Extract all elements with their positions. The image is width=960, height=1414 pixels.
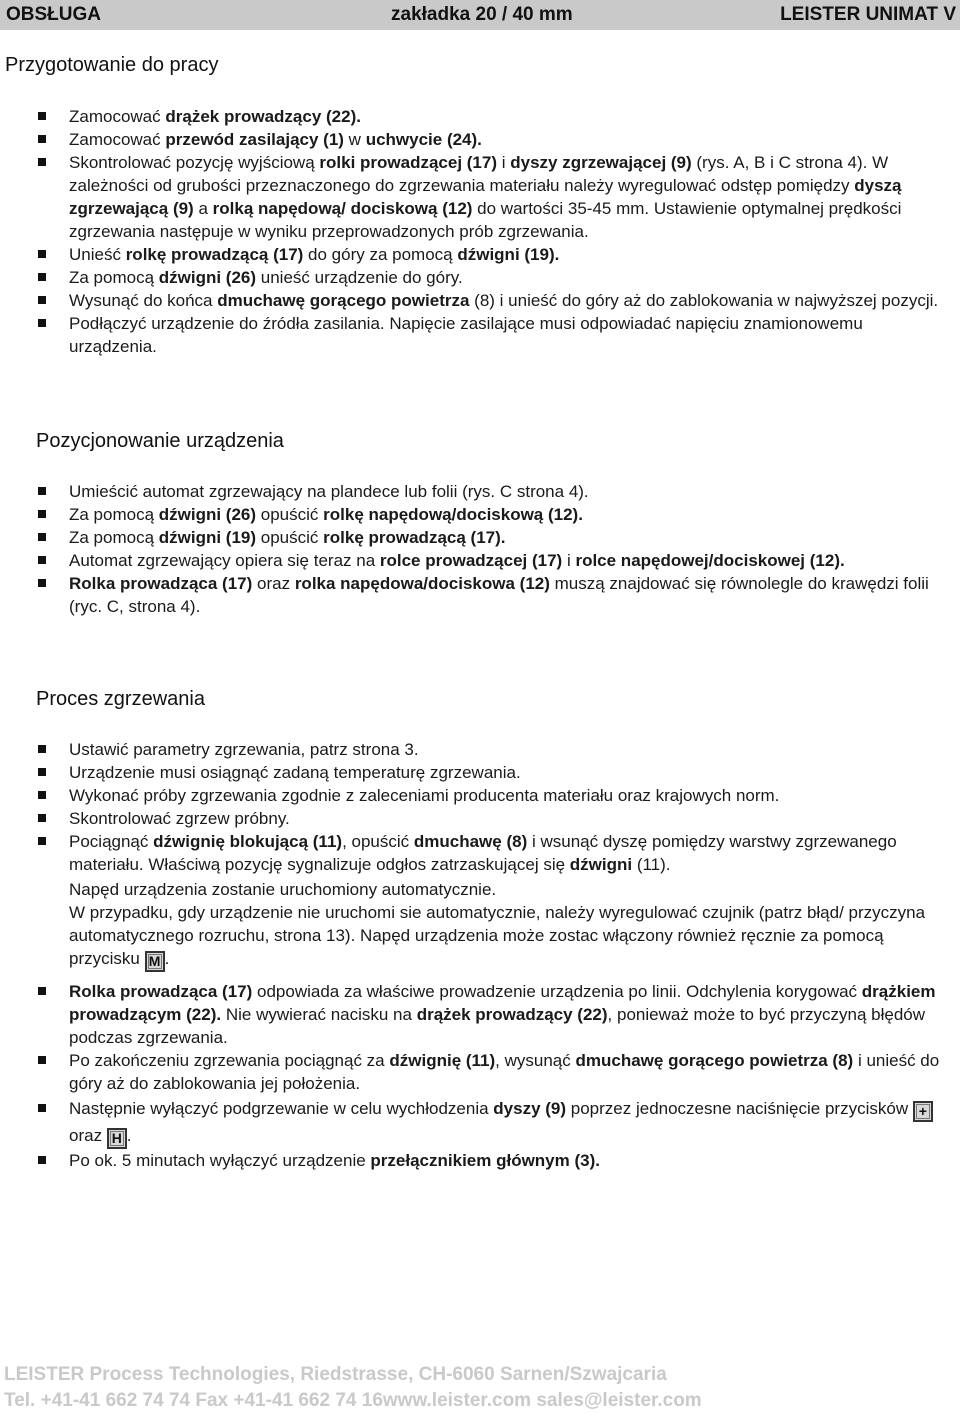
manual-drive-key-icon: M <box>145 951 165 972</box>
bullet-icon <box>38 296 46 304</box>
section-title-preparation: Przygotowanie do pracy <box>5 54 219 76</box>
bullet-icon <box>38 745 46 753</box>
bullet-icon <box>38 837 46 845</box>
welding-process-list-continued <box>0 980 960 1172</box>
list-item: Za pomocą dźwigni (19) opuścić rolkę prowadzącą (17). <box>0 526 960 549</box>
bullet-icon <box>38 768 46 776</box>
preparation-list <box>0 105 960 358</box>
list-item: Automat zgrzewający opiera się teraz na rolce prowadzącej (17) i rolce napędowej/dociskowej (12). <box>0 549 960 572</box>
list-item: Wysunąć do końca dmuchawę gorącego powietrza (8) i unieść do góry aż do zablokowania w najwyższej pozycji. <box>0 289 960 312</box>
list-item: Umieścić automat zgrzewający na plandece lub folii (rys. C strona 4). <box>0 480 960 503</box>
list-item: Pociągnąć dźwignię blokującą (11), opuścić dmuchawę (8) i wsunąć dyszę pomiędzy warstwy zgrzewanego materiału. Właściwą pozycję sygnalizuje odgłos zatrzaskującej się dźwigni (11). <box>0 830 960 876</box>
list-item: Rolka prowadząca (17) odpowiada za właściwe prowadzenie urządzenia po linii. Odchylenia korygować drążkiem prowadzącym (22). Nie wywierać nacisku na drążek prowadzący (22), ponieważ może to być przyczyną błędów podczas zgrzewania. <box>0 980 960 1049</box>
section-title-welding-process: Proces zgrzewania <box>36 688 205 710</box>
bullet-icon <box>38 1156 46 1164</box>
bullet-icon <box>38 579 46 587</box>
list-item: Skontrolować zgrzew próbny. <box>0 807 960 830</box>
header-section-label: OBSŁUGA <box>6 4 101 25</box>
list-item: Ustawić parametry zgrzewania, patrz strona 3. <box>0 738 960 761</box>
list-item: Po ok. 5 minutach wyłączyć urządzenie przełącznikiem głównym (3). <box>0 1149 960 1172</box>
list-item: Zamocować drążek prowadzący (22). <box>0 105 960 128</box>
positioning-list <box>0 480 960 618</box>
heating-key-icon: H <box>107 1128 127 1149</box>
welding-note-paragraph: Napęd urządzenia zostanie uruchomiony automatycznie. W przypadku, gdy urządzenie nie uruchomi sie automatycznie, należy wyregulować czujnik (patrz błąd/ przyczyna automatycznego rozruchu, strona 13). Napęd urządzenia może zostac włączony również ręcznie za pomocą przycisku M . <box>0 878 960 972</box>
list-item: Po zakończeniu zgrzewania pociągnąć za dźwignię (11), wysunąć dmuchawę gorącego powietrza (8) i unieść do góry aż do zablokowania jej położenia. <box>0 1049 960 1095</box>
bullet-icon <box>38 791 46 799</box>
bullet-icon <box>38 1056 46 1064</box>
bullet-icon <box>38 112 46 120</box>
bullet-icon <box>38 158 46 166</box>
bullet-icon <box>38 273 46 281</box>
bullet-icon <box>38 987 46 995</box>
bullet-icon <box>38 556 46 564</box>
list-item: Urządzenie musi osiągnąć zadaną temperaturę zgrzewania. <box>0 761 960 784</box>
list-item: Zamocować przewód zasilający (1) w uchwycie (24). <box>0 128 960 151</box>
list-item: Następnie wyłączyć podgrzewanie w celu wychłodzenia dyszy (9) poprzez jednoczesne naciśnięcie przycisków + oraz H . <box>0 1095 960 1149</box>
welding-process-list <box>0 738 960 876</box>
bullet-icon <box>38 487 46 495</box>
header-product-name: LEISTER UNIMAT V <box>780 4 956 25</box>
list-item: Rolka prowadząca (17) oraz rolka napędowa/dociskowa (12) muszą znajdować się równolegle do krawędzi folii (ryc. C, strona 4). <box>0 572 960 618</box>
list-item: Podłączyć urządzenie do źródła zasilania. Napięcie zasilające musi odpowiadać napięciu znamionowemu urządzenia. <box>0 312 960 358</box>
bullet-icon <box>38 814 46 822</box>
bullet-icon <box>38 250 46 258</box>
page-header <box>0 0 960 30</box>
list-item: Skontrolować pozycję wyjściową rolki prowadzącej (17) i dyszy zgrzewającej (9) (rys. A, B i C strona 4). W zależności od grubości przeznaczonego do zgrzewania materiału należy wyregulować odstęp pomiędzy dyszą zgrzewającą (9) a rolką napędową/ dociskową (12) do wartości 35-45 mm. Ustawienie optymalnej prędkości zgrzewania następuje w wyniku przeprowadzonych prób zgrzewania. <box>0 151 960 243</box>
plus-key-icon: + <box>913 1101 933 1122</box>
bullet-icon <box>38 319 46 327</box>
footer-contact: Tel. +41-41 662 74 74 Fax +41-41 662 74 16www.leister.com sales@leister.com <box>4 1390 702 1411</box>
list-item: Za pomocą dźwigni (26) opuścić rolkę napędową/dociskową (12). <box>0 503 960 526</box>
bullet-icon <box>38 510 46 518</box>
bullet-icon <box>38 135 46 143</box>
bullet-icon <box>38 1104 46 1112</box>
bullet-icon <box>38 533 46 541</box>
footer-company-address: LEISTER Process Technologies, Riedstrasse, CH-6060 Sarnen/Szwajcaria <box>4 1364 667 1385</box>
list-item: Wykonać próby zgrzewania zgodnie z zaleceniami producenta materiału oraz krajowych norm. <box>0 784 960 807</box>
list-item: Unieść rolkę prowadzącą (17) do góry za pomocą dźwigni (19). <box>0 243 960 266</box>
section-title-positioning: Pozycjonowanie urządzenia <box>36 430 284 452</box>
list-item: Za pomocą dźwigni (26) unieść urządzenie do góry. <box>0 266 960 289</box>
header-page-info: zakładka 20 / 40 mm <box>391 4 573 25</box>
